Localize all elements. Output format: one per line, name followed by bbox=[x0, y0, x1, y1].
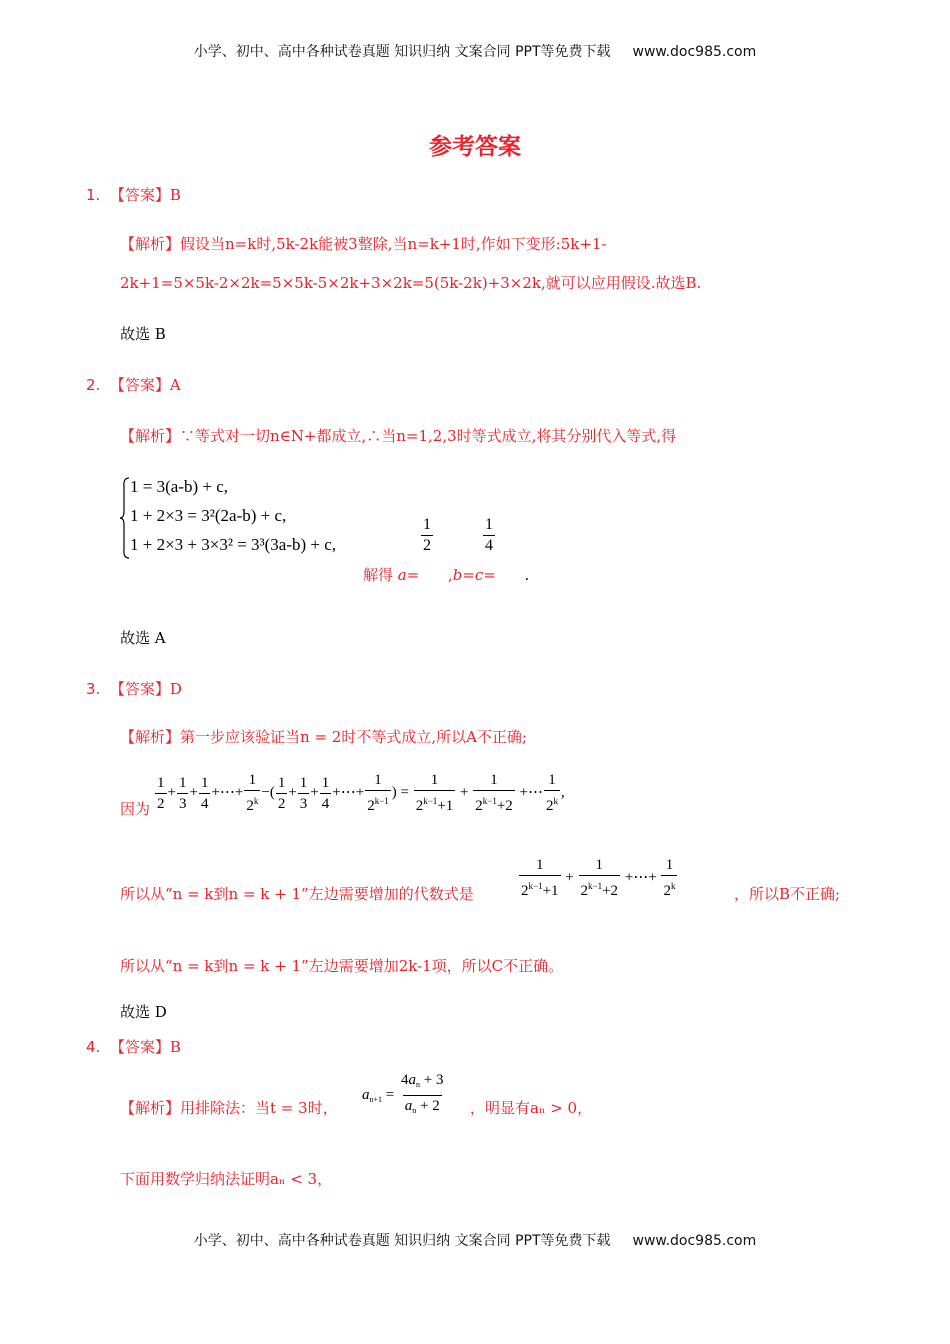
system-eq-1: 1 = 3(a-b) + c, bbox=[130, 477, 228, 496]
item-2-analysis-line1: 【解析】∵等式对一切n∈N+都成立,∴当n=1,2,3时等式成立,将其分别代入等式,得 bbox=[120, 427, 677, 445]
item-3-line4: 所以从“n = k到n = k + 1”左边需要增加2k-1项，所以C不正确。 bbox=[120, 957, 564, 975]
item-3-conclusion: 故选 D bbox=[120, 1003, 167, 1021]
footer-url[interactable]: www.doc985.com bbox=[632, 1233, 757, 1249]
item-1-header: 1. 【答案】B bbox=[86, 186, 181, 204]
item-3-line3: 所以从“n = k到n = k + 1”左边需要增加的代数式是 bbox=[120, 885, 474, 903]
recurrence-formula: $a_{n+1}$ = $\frac{4a_n + 3}{a_n + 2}$ bbox=[362, 1070, 446, 1121]
because-label: 因为 bbox=[120, 800, 151, 818]
item-3-analysis-line1: 【解析】第一步应该验证当n = 2时不等式成立,所以A不正确; bbox=[120, 728, 527, 746]
item-2-header: 2. 【答案】A bbox=[86, 376, 181, 394]
page-header bbox=[0, 41, 950, 61]
item-4-analysis-tail: ，明显有aₙ > 0， bbox=[470, 1099, 593, 1117]
frac-a: $\frac{1}{2}$ bbox=[423, 516, 431, 554]
added-terms: $\frac{1}{2^{k-1}+1}$ + $\frac{1}{2^{k-1}+2}$ +⋯+ $\frac{1}{2^k}$ bbox=[521, 857, 676, 899]
header-text: 小学、初中、高中各种试卷真题 知识归纳 文案合同 PPT等免费下载 bbox=[193, 44, 611, 60]
item-4-line2: 下面用数学归纳法证明aₙ < 3， bbox=[120, 1170, 333, 1188]
item-2-conclusion: 故选 A bbox=[120, 629, 166, 647]
solve-result: 解得 a= ,b=c= . bbox=[363, 566, 530, 584]
item-3-header: 3. 【答案】D bbox=[86, 680, 182, 698]
system-eq-3: 1 + 2×3 + 3×3² = 3³(3a-b) + c, bbox=[130, 535, 337, 554]
item-1-conclusion: 故选 B bbox=[120, 325, 166, 343]
item-4-analysis-line1: 【解析】用排除法：当t = 3时， bbox=[120, 1099, 338, 1117]
footer-text: 小学、初中、高中各种试卷真题 知识归纳 文案合同 PPT等免费下载 bbox=[193, 1233, 611, 1249]
system-brace bbox=[120, 477, 130, 559]
header-url[interactable]: www.doc985.com bbox=[632, 44, 757, 60]
page-title: 参考答案 bbox=[429, 134, 521, 160]
page-footer bbox=[0, 1230, 950, 1250]
item-1-analysis-line2: 2k+1=5×5k-2×2k=5×5k-5×2k+3×2k=5(5k-2k)+3×2k,就可以应用假设.故选B. bbox=[120, 274, 702, 292]
frac-b: $\frac{1}{4}$ bbox=[485, 516, 493, 554]
item-1-analysis-line1: 【解析】假设当n=k时,5k-2k能被3整除,当n=k+1时,作如下变形:5k+1- bbox=[120, 235, 607, 253]
item-3-line3-tail: ，所以B不正确; bbox=[734, 885, 841, 903]
series-equation: $\frac{1}{2}$ + $\frac{1}{3}$ + $\frac{1}{4}$ +⋯+ $\frac{1}{2^k}$ −( $\frac{1}{2}$ + $\frac{1}{3}$ + $\frac{1}{4}$ +⋯+ $\frac{1}{2^{k-1}}$ ) = $\frac{1}{2^{k-1}+1}$ + $\frac{1}{2^{k-1}+2}$ +⋯ $\frac{1}{2^k}$ , bbox=[157, 772, 565, 814]
system-eq-2: 1 + 2×3 = 3²(2a-b) + c, bbox=[130, 506, 287, 525]
item-4-header: 4. 【答案】B bbox=[86, 1038, 181, 1056]
